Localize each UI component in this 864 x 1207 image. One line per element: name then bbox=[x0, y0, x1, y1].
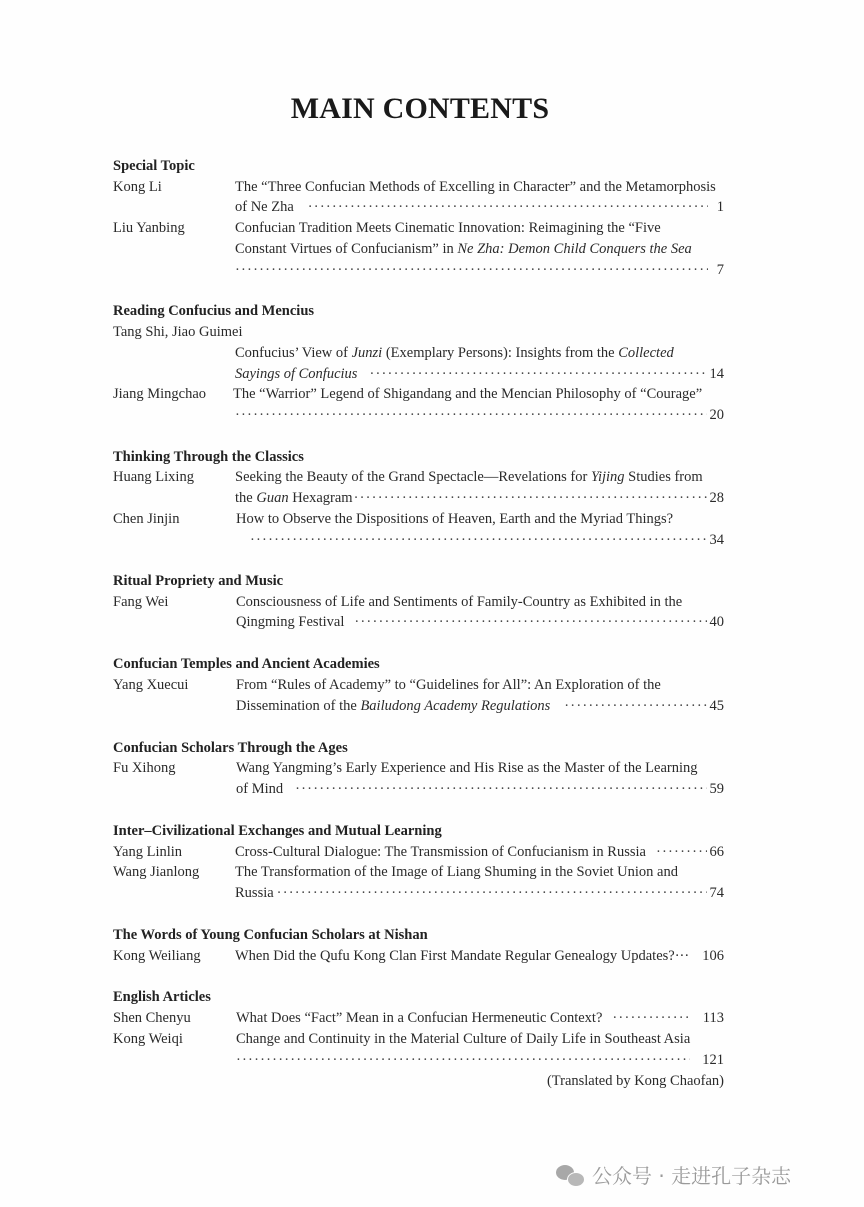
entry-title: Consciousness of Life and Sentiments of Family-Country as Exhibited in the bbox=[236, 594, 683, 610]
entry-title: Wang Yangming’s Early Experience and His Rise as the Master of the Learning bbox=[236, 760, 698, 776]
section-heading: The Words of Young Confucian Scholars at Nishan bbox=[113, 927, 428, 943]
author: Yang Xuecui bbox=[113, 677, 189, 693]
entry-title: When Did the Qufu Kong Clan First Mandate Regular Genealogy Updates?··· bbox=[235, 948, 690, 964]
entry-title-part: the bbox=[235, 490, 257, 506]
leader-dots bbox=[235, 407, 707, 424]
leader-dots bbox=[354, 614, 706, 631]
section-heading: Thinking Through the Classics bbox=[113, 449, 304, 465]
page-number: 45 bbox=[709, 698, 724, 714]
author: Shen Chenyu bbox=[113, 1010, 191, 1026]
entry-title: How to Observe the Dispositions of Heaven, Earth and the Myriad Things? bbox=[236, 511, 674, 527]
entry-title-part: Dissemination of the bbox=[236, 698, 361, 714]
entry-title: The “Warrior” Legend of Shigandang and the Mencian Philosophy of “Courage” bbox=[233, 386, 703, 402]
author: Kong Li bbox=[113, 179, 162, 195]
toc-entry-line bbox=[235, 366, 724, 383]
entry-title: The “Three Confucian Methods of Excelling in Character” and the Metamorphosis bbox=[235, 179, 716, 195]
entry-title bbox=[235, 469, 703, 486]
entry-title bbox=[235, 490, 353, 507]
toc-entry-line bbox=[236, 614, 724, 631]
page-number: 59 bbox=[709, 781, 724, 797]
author: Liu Yanbing bbox=[113, 220, 185, 236]
leader-dots bbox=[308, 199, 708, 216]
entry-title-italic: Sayings of Confucius bbox=[235, 366, 358, 382]
toc-entry-line bbox=[235, 844, 724, 861]
entry-title: Confucian Tradition Meets Cinematic Innovation: Reimagining the “Five bbox=[235, 220, 661, 236]
author: Jiang Mingchao bbox=[113, 386, 207, 402]
page-number: 66 bbox=[709, 844, 724, 860]
author: Chen Jinjin bbox=[113, 511, 180, 527]
toc-entry-line bbox=[236, 781, 724, 798]
leader-dots bbox=[236, 1052, 690, 1069]
page-number: 1 bbox=[716, 199, 724, 215]
entry-title: The Transformation of the Image of Liang Shuming in the Soviet Union and bbox=[235, 864, 678, 880]
leader-dots bbox=[564, 698, 706, 715]
section-heading: Reading Confucius and Mencius bbox=[113, 303, 315, 319]
entry-title: From “Rules of Academy” to “Guidelines for All”: An Exploration of the bbox=[236, 677, 661, 693]
author: Kong Weiqi bbox=[113, 1031, 183, 1047]
page-number: 28 bbox=[709, 490, 724, 506]
entry-title: of Mind bbox=[236, 781, 284, 797]
entry-title-part: Confucius’ View of bbox=[235, 345, 352, 361]
section-heading: Confucian Scholars Through the Ages bbox=[113, 740, 348, 756]
author: Wang Jianlong bbox=[113, 864, 200, 880]
toc-entry-line bbox=[235, 490, 724, 507]
watermark-text: 公众号 · 走进孔子杂志 bbox=[592, 1164, 792, 1188]
author: Kong Weiliang bbox=[113, 948, 201, 964]
leader-dots bbox=[235, 262, 708, 279]
leader-dots bbox=[277, 885, 707, 902]
entry-title: Russia bbox=[235, 885, 274, 901]
wechat-icon bbox=[556, 1163, 586, 1187]
entry-title bbox=[235, 345, 674, 362]
toc-entry-line bbox=[236, 698, 724, 715]
entry-title-part: Constant Virtues of Confucianism” in bbox=[235, 241, 458, 257]
leader-dots bbox=[250, 532, 707, 549]
author: Tang Shi, Jiao Guimei bbox=[113, 324, 243, 340]
entry-title-italic: Bailudong Academy Regulations bbox=[360, 698, 551, 714]
toc-entry-line bbox=[235, 948, 724, 965]
page-number: 74 bbox=[709, 885, 724, 901]
toc-entry-line bbox=[235, 885, 724, 902]
toc-entry-line bbox=[250, 532, 724, 549]
section-heading: Confucian Temples and Ancient Academies bbox=[113, 656, 380, 672]
page-number: 34 bbox=[709, 532, 724, 548]
author: Fang Wei bbox=[113, 594, 169, 610]
watermark bbox=[556, 1160, 791, 1189]
entry-title-italic: Junzi bbox=[351, 345, 383, 361]
author: Huang Lixing bbox=[113, 469, 194, 485]
page-number: 20 bbox=[709, 407, 724, 423]
section-heading: English Articles bbox=[113, 989, 211, 1005]
page-number: 40 bbox=[709, 614, 724, 630]
entry-title-part: Hexagram bbox=[288, 490, 353, 506]
entry-title-italic: Guan bbox=[256, 490, 289, 506]
toc-entry-line bbox=[235, 262, 724, 279]
entry-title-part: Studies from bbox=[624, 469, 703, 485]
entry-title: Change and Continuity in the Material Culture of Daily Life in Southeast Asia bbox=[236, 1031, 691, 1047]
toc-entry-line bbox=[236, 1010, 724, 1027]
page-number: 7 bbox=[716, 262, 724, 278]
toc-entry-line bbox=[235, 407, 724, 424]
entry-title bbox=[236, 698, 550, 715]
entry-title-part: (Exemplary Persons): Insights from the bbox=[382, 345, 619, 361]
author: Fu Xihong bbox=[113, 760, 176, 776]
entry-title: Qingming Festival bbox=[236, 614, 345, 630]
toc-entry-line bbox=[236, 1052, 724, 1069]
entry-title: of Ne Zha bbox=[235, 199, 294, 215]
page-number: 113 bbox=[702, 1010, 724, 1026]
leader-dots bbox=[369, 366, 706, 383]
leader-dots bbox=[656, 844, 707, 861]
page-title: MAIN CONTENTS bbox=[290, 92, 550, 125]
page-number: 121 bbox=[702, 1052, 724, 1068]
author: Yang Linlin bbox=[113, 844, 183, 860]
entry-title: Cross-Cultural Dialogue: The Transmission of Confucianism in Russia bbox=[235, 844, 646, 860]
leader-dots bbox=[612, 1010, 690, 1027]
toc-entry-line bbox=[235, 199, 724, 216]
section-heading: Ritual Propriety and Music bbox=[113, 573, 284, 589]
entry-title-italic: Yijing bbox=[590, 469, 625, 485]
page-number: 14 bbox=[709, 366, 724, 382]
translator-note: (Translated by Kong Chaofan) bbox=[546, 1073, 724, 1089]
page-number: 106 bbox=[702, 948, 724, 964]
entry-title bbox=[235, 241, 692, 258]
entry-title: What Does “Fact” Mean in a Confucian Hermeneutic Context? bbox=[236, 1010, 603, 1026]
film-title: Ne Zha: Demon Child Conquers the Sea bbox=[457, 241, 692, 257]
leader-dots bbox=[295, 781, 706, 798]
entry-title-part: Seeking the Beauty of the Grand Spectacle—Revelations for bbox=[235, 469, 591, 485]
leader-dots bbox=[354, 490, 707, 507]
entry-title-italic: Collected bbox=[618, 345, 674, 361]
section-heading: Special Topic bbox=[113, 158, 195, 174]
section-heading: Inter–Civilizational Exchanges and Mutual Learning bbox=[113, 823, 442, 839]
